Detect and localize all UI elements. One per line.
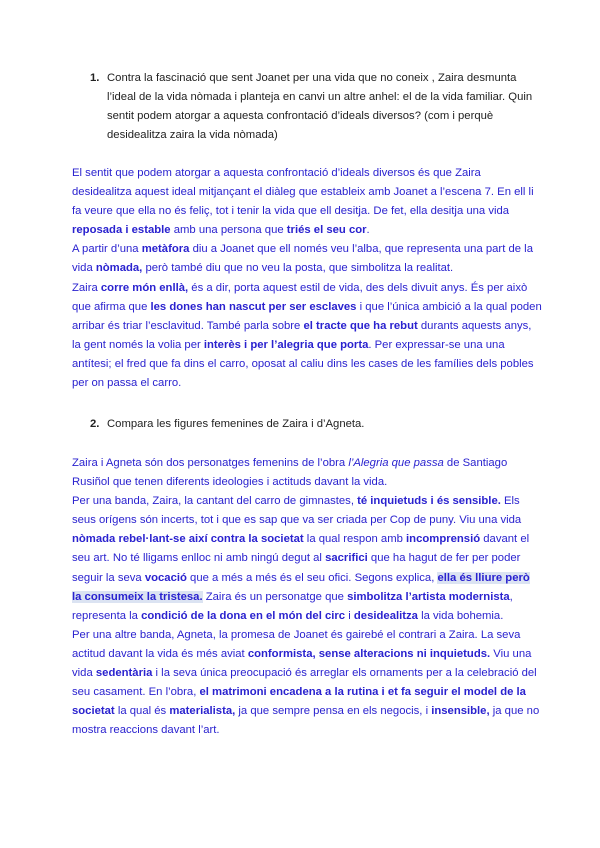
text-run: Viu una vida bbox=[72, 647, 532, 680]
answer-1-paragraph-1 bbox=[72, 164, 542, 240]
text-run: de Santiago Rusiñol que tenen diferents ideologies i actituds davant la vida. bbox=[72, 457, 508, 489]
text-run: Per una banda, Zaira, la cantant del carro de gimnastes, bbox=[72, 495, 358, 508]
text-run: Zaira bbox=[72, 281, 101, 294]
bold-text: desidealitza bbox=[353, 609, 418, 622]
text-run: amb una persona que bbox=[170, 224, 287, 237]
bold-text: el tracte que ha rebut bbox=[303, 319, 418, 332]
question-2-number: 2. bbox=[90, 418, 100, 430]
text-run: Els seus orígens són incerts, tot i que es sap que va ser criada per Cop de puny. Viu una vida bbox=[72, 495, 522, 527]
bold-text: nòmada rebel·lant-se així contra la societat bbox=[72, 533, 304, 546]
bold-text: nòmada, bbox=[95, 262, 143, 275]
text-run: durants aquests anys, la gent només la volia per bbox=[72, 319, 532, 351]
bold-text: sacrifici bbox=[325, 552, 368, 565]
bold-text: té inquietuds i és sensible. bbox=[357, 495, 501, 508]
text-run: és a dir, porta aquest estil de vida, des dels divuit anys. És per això que afirma que bbox=[72, 281, 528, 313]
text-run: El sentit que podem atorgar a aquesta confrontació d’ideals diversos és que Zaira desidealitza aquest ideal mitjançant el diàleg que estableix amb Joanet a l’escena 7. En ell li fa veure que ella no és feliç, tot i tenir la vida que ell desitja. De fet, ella desitja una vida bbox=[72, 167, 534, 218]
bold-text: incomprensió bbox=[406, 533, 481, 546]
bold-text: materialista, bbox=[169, 705, 236, 718]
text-run: que ha hagut de fer per poder seguir la seva bbox=[72, 552, 521, 584]
bold-text: insensible, bbox=[431, 705, 490, 718]
text-run: Zaira i Agneta són dos personatges femenins de l’obra bbox=[72, 457, 349, 469]
bold-text: vocació bbox=[144, 571, 187, 584]
answer-1-paragraph-2 bbox=[72, 240, 542, 278]
text-run: la vida bohemia. bbox=[417, 609, 504, 622]
bold-text: metàfora bbox=[141, 243, 190, 256]
bold-text: les dones han nascut per ser esclaves bbox=[150, 300, 357, 313]
text-run: però també diu que no veu la posta, que simbolitza la realitat. bbox=[142, 262, 454, 275]
highlighted-text: ella és lliure però la consumeix la tristesa. bbox=[72, 571, 530, 603]
question-2-text: Compara les figures femenines de Zaira i d’Agneta. bbox=[107, 418, 365, 430]
text-run: i que l’única ambició a la qual poden arribar és triar l’esclavitud. També parla sobre bbox=[72, 300, 542, 332]
bold-text: el matrimoni encadena a la rutina i et fa seguir el model de la societat bbox=[72, 686, 526, 718]
text-run: . bbox=[366, 224, 370, 237]
answer-1-paragraph-3 bbox=[72, 279, 542, 394]
answer-2-paragraph-2 bbox=[72, 492, 542, 626]
text-run: ja que sempre pensa en els negocis, i bbox=[235, 705, 432, 718]
answer-2-paragraph-3 bbox=[72, 626, 542, 741]
question-2 bbox=[72, 415, 542, 434]
bold-text: triés el seu cor bbox=[286, 224, 367, 237]
question-1-text: Contra la fascinació que sent Joanet per una vida que no coneix , Zaira desmunta l’ideal de la vida nòmada i planteja en canvi un altre anhel: el de la vida familiar. Quin sentit podem atorgar a aquesta confrontació d’ideals diversos? (com i perquè desidealitza zaira la vida nòmada) bbox=[107, 72, 533, 141]
text-run: la qual és bbox=[114, 705, 170, 718]
bold-text: corre món enllà, bbox=[100, 281, 189, 294]
text-run: davant el seu art. No té lligams enlloc ni amb ningú degut al bbox=[72, 533, 530, 565]
text-run: . Per expressar-se una una antítesi; el fred que fa dins el carro, oposat al caliu dins les cases de les famílies dels pobles per on passa el carro. bbox=[72, 338, 534, 390]
question-1 bbox=[72, 69, 542, 145]
bold-text: conformista, sense alteracions ni inquietuds. bbox=[247, 647, 491, 660]
text-run: A partir d’una bbox=[72, 243, 142, 256]
bold-text: sedentària bbox=[95, 667, 153, 680]
answer-2-paragraph-1 bbox=[72, 454, 542, 492]
bold-text: condició de la dona en el món del circ bbox=[141, 609, 346, 622]
text-run: que a més a més és el seu ofici. Segons explica, bbox=[186, 571, 438, 584]
text-run: , representa la bbox=[72, 590, 513, 622]
text-run: la qual respon amb bbox=[303, 533, 407, 546]
text-run: i bbox=[345, 609, 354, 622]
bold-text: interès i per l’alegria que porta bbox=[203, 338, 369, 351]
text-run: i la seva única preocupació és arreglar els ornaments per a la celebració del seu casament. En l’obra, bbox=[72, 667, 537, 699]
answer-1 bbox=[72, 164, 542, 393]
text-run: Zaira és un personatge que bbox=[202, 590, 348, 603]
italic-text: l’Alegria que passa bbox=[348, 457, 444, 469]
text-run: diu a Joanet que ell només veu l’alba, que representa una part de la vida bbox=[72, 243, 533, 275]
text-run: Per una altre banda, Agneta, la promesa de Joanet és gairebé el contrari a Zaira. La seva actitud davant la vida és més aviat bbox=[72, 628, 521, 660]
question-1-number: 1. bbox=[90, 72, 100, 84]
bold-text: reposada i estable bbox=[72, 224, 171, 237]
bold-text: simbolitza l’artista modernista bbox=[347, 590, 510, 603]
text-run: ja que no mostra reaccions davant l’art. bbox=[72, 705, 540, 737]
answer-2 bbox=[72, 454, 542, 740]
